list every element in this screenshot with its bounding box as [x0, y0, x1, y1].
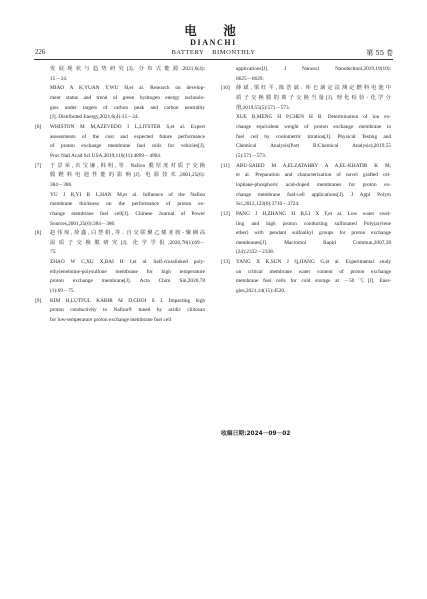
journal-title: 电 池 — [184, 23, 243, 38]
reference-text-line: XUE B,MENG H P,CHEN H B. Determination of ion ex- — [236, 114, 391, 121]
reference-entry — [35, 123, 205, 162]
page-number: 226 — [35, 49, 46, 56]
reference-text-line: KIM H,LUTFUL KABIR M D,CHOI S J. Impacting high — [50, 297, 205, 304]
reference-text-line: 发展现状与趋势研究[J]. 分布式能源,2021,6(4): — [50, 66, 205, 72]
reference-text-line: Sci,2012,123(6):3710－3724. — [236, 201, 300, 208]
reference-entry — [35, 65, 205, 84]
reference-text-line: gies under targets of carbon peak and carbon neutrality — [50, 104, 205, 111]
reference-entry — [221, 162, 391, 210]
reference-text-line: on critical membrane water content of proton exchange — [236, 268, 391, 275]
reference-text-line: 薛斌,梁红平,陈浩斌. 库仑滴定法测定燃料电池中 — [236, 85, 391, 92]
reference-text-line: fuel cell by coulometric titration[J]. Physical Testing and — [236, 133, 391, 140]
reference-text-line: ether) with pendant sulfoalkyl groups for proton exchange — [236, 230, 391, 237]
reference-number: [7] — [35, 162, 42, 169]
references-right-column — [221, 65, 391, 297]
reference-text-line: 15－24. — [50, 75, 68, 82]
reference-text-line: for low-temperature proton exchange membrane fuel cell — [50, 317, 172, 324]
reference-text-line: ABU-SAIED M A,ELZATAHRY A A,EL-KHATIB K M, — [236, 162, 391, 169]
reference-text-line: (5):571－573. — [236, 152, 267, 159]
reference-text-line: change membrane fuel cell[J]. Chinese Journal of Power — [50, 210, 205, 217]
reference-entry — [35, 191, 205, 230]
reference-entry — [35, 162, 205, 191]
reference-entry — [35, 297, 205, 326]
reference-text-line: 质子交换膜的离子交换当量[J]. 理化检验-化学分 — [236, 94, 391, 101]
header-rule — [34, 59, 393, 60]
reference-text-line: 384－386. — [50, 181, 73, 188]
reference-text-line: (1):69－75. — [50, 288, 75, 295]
references-left-column — [35, 65, 205, 326]
reference-entry — [221, 113, 391, 161]
reference-text-line: change membrane fuel-cell applications[J]. J Appl Polym — [236, 191, 391, 198]
reference-text-line: gies,2021,14(15):4520. — [236, 288, 286, 295]
reference-text-line: 75. — [50, 249, 57, 256]
reference-text-line: Sources,2001,25(6):384－386. — [50, 220, 116, 227]
reference-text-line: 赵伟琼,徐鑫,白慧娟,等. 自交联聚乙烯亚胺-聚砜高 — [50, 230, 205, 237]
reference-number: [11] — [221, 162, 230, 169]
reference-text-line: change equivalent weight of proton exchange membrane in — [236, 123, 391, 130]
reference-text-line: applications[J]. J Nanosci Nanotechnol,2019,19(10): — [236, 66, 391, 72]
reference-text-line: proton conductivity to Nafion® tuned by acidic chitosan — [50, 307, 205, 314]
reference-text-line: Chemical Analysis(Part B:Chemical Analysis),2019,55 — [236, 143, 391, 150]
reference-text-line: of proton exchange membrane fuel cells for vehicles[J]. — [50, 143, 205, 150]
reference-text-line: 膜燃料电池性能的影响[J]. 电源技术,2001,25(6): — [50, 172, 205, 179]
reference-text-line: ling and high proton conducting sulfonated Poly(arylene — [236, 220, 391, 227]
reference-text-line: ment status and trend of green hydrogen energy technolo- — [50, 94, 205, 101]
reference-number: [13] — [221, 259, 230, 266]
reference-text-line: membranes[J]. Macromol Rapid Commun,2007,28 — [236, 239, 391, 246]
reference-number: [12] — [221, 210, 230, 217]
reference-text-line: Proc Natl Acad Sci USA,2019,116(11):4899－4904. — [50, 152, 162, 159]
reference-text-line: WHISTON M M,AZEVEDO I L,LITSTER S,et al. Expert — [50, 123, 205, 130]
reference-text-line: YU J R,YI B L,HAN M,et al. Influence of the Nafion — [50, 191, 205, 198]
reference-text-line: 册,2019,55(5):571－573. — [236, 104, 290, 111]
reference-number: [10] — [221, 85, 230, 92]
reference-text-line: PANG J H,ZHANG H B,LI X F,et al. Low water swel- — [236, 210, 391, 217]
reference-text-line: ZHAO W C,XU X,BAI H J,et al. Self-crosslinked poly- — [50, 259, 205, 266]
journal-english-name: BATTERY BIMONTHLY — [171, 49, 256, 56]
reference-text-line: et al. Preparation and characterization of novel grafted cel- — [236, 172, 391, 179]
reference-entry — [35, 84, 205, 123]
reference-entry — [35, 258, 205, 297]
reference-text-line: lophane-phosphoric acid-doped membranes for proton ex- — [236, 181, 391, 188]
reference-number: [6] — [35, 123, 42, 130]
reference-text-line: 6625－6629. — [236, 75, 264, 82]
reference-number: [8] — [35, 230, 42, 237]
reference-text-line: YANG X K,SUN J Q,JIANG G,et al. Experimental study — [236, 259, 391, 266]
received-date: 收稿日期:2024－09－02 — [221, 431, 291, 437]
reference-text-line: 温质子交换膜研究[J]. 化学学报,2020,78(1):69－ — [50, 239, 205, 246]
reference-text-line: assessments of the cost and expected future performance — [50, 133, 205, 140]
reference-text-line: membrane thickness on the performance of proton ex- — [50, 201, 205, 208]
reference-text-line: proton exchange membrane[J]. Acta Chim Sin,2020,78 — [50, 278, 205, 285]
reference-entry — [35, 229, 205, 258]
reference-entry — [221, 258, 391, 297]
reference-entry — [221, 65, 391, 84]
journal-pinyin-title: DIANCHI — [190, 38, 237, 47]
reference-entry — [221, 84, 391, 113]
reference-number: [9] — [35, 297, 42, 304]
reference-text-line: 于景荣,衣宝廉,韩明,等. Nafion 膜厚度对质子交换 — [50, 162, 205, 169]
reference-text-line: membrane fuel cells for cold storage at －50 ℃[J]. Ener- — [236, 278, 391, 285]
reference-text-line: ethyleneimine-polysulfone membrane for high temperature — [50, 268, 205, 275]
volume-label: 第 55 卷 — [366, 49, 393, 57]
reference-text-line: (24):2332－2338. — [236, 249, 275, 256]
reference-text-line: [J]. Distributed Energy,2021,6(4):15－24. — [50, 114, 140, 121]
reference-entry — [221, 210, 391, 258]
reference-text-line: MIAO A K,YUAN Y,WU H,et al. Research on develop- — [50, 85, 205, 92]
